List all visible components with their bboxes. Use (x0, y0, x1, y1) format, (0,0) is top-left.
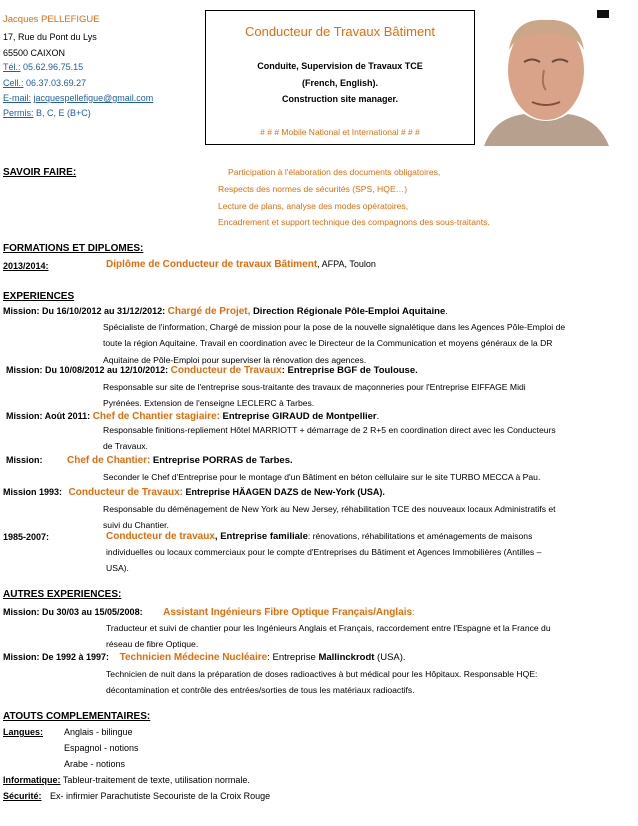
mission-dates: Mission: Du 10/08/2012 au 12/10/2012: (6, 365, 169, 375)
mission-role: Technicien Médecine Nucléaire (119, 652, 268, 663)
description-line: de Travaux. (103, 441, 148, 452)
other-experience-1-header (3, 607, 415, 618)
mission-dates: Mission: Du 16/10/2012 au 31/12/2012: (3, 306, 166, 316)
phone-number: 05.62.96.75.15 (23, 62, 84, 72)
description-line: Technicien de nuit dans la préparation de doses radioactives à but médical pour les Hôpitaux. Responsable HQE: (106, 669, 538, 679)
mission-dates: Mission: De 1992 à 1997: (3, 652, 110, 662)
permis-line (3, 108, 91, 118)
cell-number: 06.37.03.69.27 (26, 78, 87, 88)
formation-entry (106, 259, 376, 270)
experience-1-header (3, 306, 448, 317)
experience-4-description (103, 469, 540, 485)
mission-organization: : Entreprise BGF de Toulouse. (281, 365, 418, 376)
description-line: Responsable finitions-repliement Hôtel MARRIOTT + démarrage de 2 R+5 en coordination direct avec les Conducteurs (103, 425, 556, 435)
mission-organization: Direction Régionale Pôle-Emploi Aquitaine (252, 306, 446, 317)
address-line-2: 65500 CAIXON (3, 48, 66, 58)
experience-6-description (106, 544, 541, 577)
email-line (3, 93, 153, 103)
description-line: Pyrénées. Extension de l'enseigne LECLERC à Tarbes. (103, 398, 315, 409)
mobility-line: # # # Mobile National et International # # # (260, 127, 420, 137)
experience-1-description (103, 319, 565, 368)
header-box (205, 10, 475, 145)
mission-role: Chargé de Projet, (167, 306, 251, 317)
mission-organization-prefix: : Entreprise (267, 652, 319, 663)
experience-3-header (6, 411, 379, 422)
experience-4-header (6, 455, 293, 466)
permis-label: Permis: (3, 108, 34, 118)
other-experience-2-description (106, 666, 537, 699)
savoir-item: Lecture de plans, analyse des modes opératoires, (218, 201, 409, 211)
description-line: Responsable sur site de l'entreprise sous-traitante des travaux de maçonneries pour l'Entreprise EIFFAGE Midi (103, 382, 526, 392)
experience-6-title (106, 531, 532, 542)
description-line: Responsable du déménagement de New York au New Jersey, réhabilitation TCE des nouveaux locaux Administratifs et (103, 504, 556, 514)
computing-line (3, 775, 250, 785)
portrait-photo (484, 10, 609, 146)
mission-organization-suffix: (USA). (374, 652, 406, 663)
mission-role: Assistant Ingénieurs Fibre Optique Français/Anglais (163, 607, 413, 618)
punctuation: . (445, 306, 448, 316)
mission-organization: , Entreprise familiale (214, 531, 308, 542)
header-line-1: Conduite, Supervision de Travaux TCE (257, 61, 423, 71)
job-title: Conducteur de Travaux Bâtiment (244, 24, 436, 39)
safety-label: Sécurité: (3, 791, 42, 801)
header-line-3: Construction site manager. (281, 94, 399, 104)
punctuation: . (376, 411, 380, 421)
phone-line (3, 62, 83, 72)
mission-dates: Mission: Du 30/03 au 15/05/2008: (3, 607, 143, 617)
savoir-item: Participation à l'élaboration des documents obligatoires, (228, 167, 441, 177)
description-line: USA). (106, 563, 129, 574)
mission-dates: 1985-2007: (3, 532, 50, 542)
savoir-item: Encadrement et support technique des compagnons des sous-traitants. (218, 217, 490, 227)
mission-dates: Mission: Août 2011: (6, 411, 91, 421)
address-line-1: 17, Rue du Pont du Lys (3, 32, 97, 42)
cell-label: Cell.: (3, 78, 24, 88)
other-experience-2-header (3, 652, 406, 663)
description-line: toute la région Aquitaine. Travail en coordination avec le Directeur de la Communication et moyens généraux de la DR (103, 338, 553, 349)
experience-2-header (6, 365, 418, 376)
description-line: individuelles ou locaux commerciaux pour le compte d'Entreprises du Bâtiment et Agences Immobilières (Antilles – (106, 547, 542, 557)
other-experiences-heading: AUTRES EXPERIENCES: (3, 589, 122, 600)
experience-5-header (3, 487, 385, 498)
mission-organization: Entreprise GIRAUD de Montpellier (222, 411, 377, 422)
mission-organization: Entreprise HÄAGEN DAZS de New-York (USA). (185, 487, 385, 497)
language-item: Arabe - notions (64, 759, 126, 769)
safety-value: Ex- infirmier Parachutiste Secouriste de la Croix Rouge (50, 791, 271, 801)
computing-label: Informatique: (3, 775, 61, 785)
experience-3-description (103, 422, 556, 455)
description-line: Seconder le Chef d'Entreprise pour le montage d'un Bâtiment en béton cellulaire sur le site TURBO MECCA à Pau. (103, 472, 541, 482)
mission-role: Chef de Chantier: (67, 455, 151, 466)
mission-label: Mission: (6, 455, 43, 465)
diploma-location: , AFPA, Toulon (317, 259, 376, 269)
email-label: E-mail: (3, 93, 32, 103)
mission-role: Conducteur de travaux (106, 531, 215, 542)
header-line-2: (French, English). (301, 78, 378, 88)
computing-value: Tableur-traitement de texte, utilisation normale. (62, 775, 250, 785)
safety-line (3, 791, 270, 801)
other-experience-1-description (106, 620, 551, 653)
savoir-item: Respects des normes de sécurités (SPS, HQE…) (218, 184, 408, 194)
description-line: Traducteur et suivi de chantier pour les Ingénieurs Anglais et Français, raccordement entre l'Espagne et la France du (106, 623, 551, 633)
cell-line (3, 78, 86, 88)
mission-summary: : rénovations, réhabilitations et aménagements de maisons (307, 531, 533, 541)
email-link[interactable]: jacquespellefigue@gmail.com (33, 93, 154, 103)
description-line: réseau de fibre Optique. (106, 639, 199, 650)
language-item: Espagnol - notions (64, 743, 139, 753)
diploma-title: Diplôme de Conducteur de travaux Bâtiment (106, 259, 318, 270)
experience-5-description (103, 501, 556, 534)
mission-role: Chef de Chantier stagiaire: (92, 411, 220, 422)
description-line: suivi du Chantier. (103, 520, 169, 531)
experience-6-header (3, 532, 49, 542)
mission-organization: Entreprise PORRAS de Tarbes. (152, 455, 293, 466)
language-item: Anglais - bilingue (64, 727, 133, 737)
description-line: décontamination et contrôle des entrées/sorties de tous les matériaux radioactifs. (106, 685, 415, 696)
languages-label: Langues: (3, 727, 44, 737)
mission-dates: Mission 1993: (3, 487, 63, 497)
description-line: Aquitaine de Pôle-Emploi pour superviser la rénovation des agences. (103, 354, 367, 365)
experience-2-description (103, 379, 526, 412)
mission-role: Conducteur de Travaux: (68, 487, 184, 498)
candidate-name: Jacques PELLEFIGUE (3, 14, 100, 25)
experiences-heading: EXPERIENCES (3, 291, 75, 302)
punctuation: : (412, 607, 415, 617)
mission-organization: Mallinckrodt (318, 652, 375, 663)
phone-label: Tél.: (3, 62, 21, 72)
skills-heading: ATOUTS COMPLEMENTAIRES: (3, 711, 151, 722)
savoir-faire-heading: SAVOIR FAIRE: (3, 167, 77, 178)
formation-year: 2013/2014: (3, 261, 49, 271)
description-line: Spécialiste de l'information, Chargé de mission pour la pose de la nouvelle signalétique dans les Agences Pôle-Emploi de (103, 322, 566, 332)
mission-role: Conducteur de Travaux (170, 365, 282, 376)
permis-value: B, C, E (B+C) (36, 108, 91, 118)
formations-heading: FORMATIONS ET DIPLOMES: (3, 243, 144, 254)
